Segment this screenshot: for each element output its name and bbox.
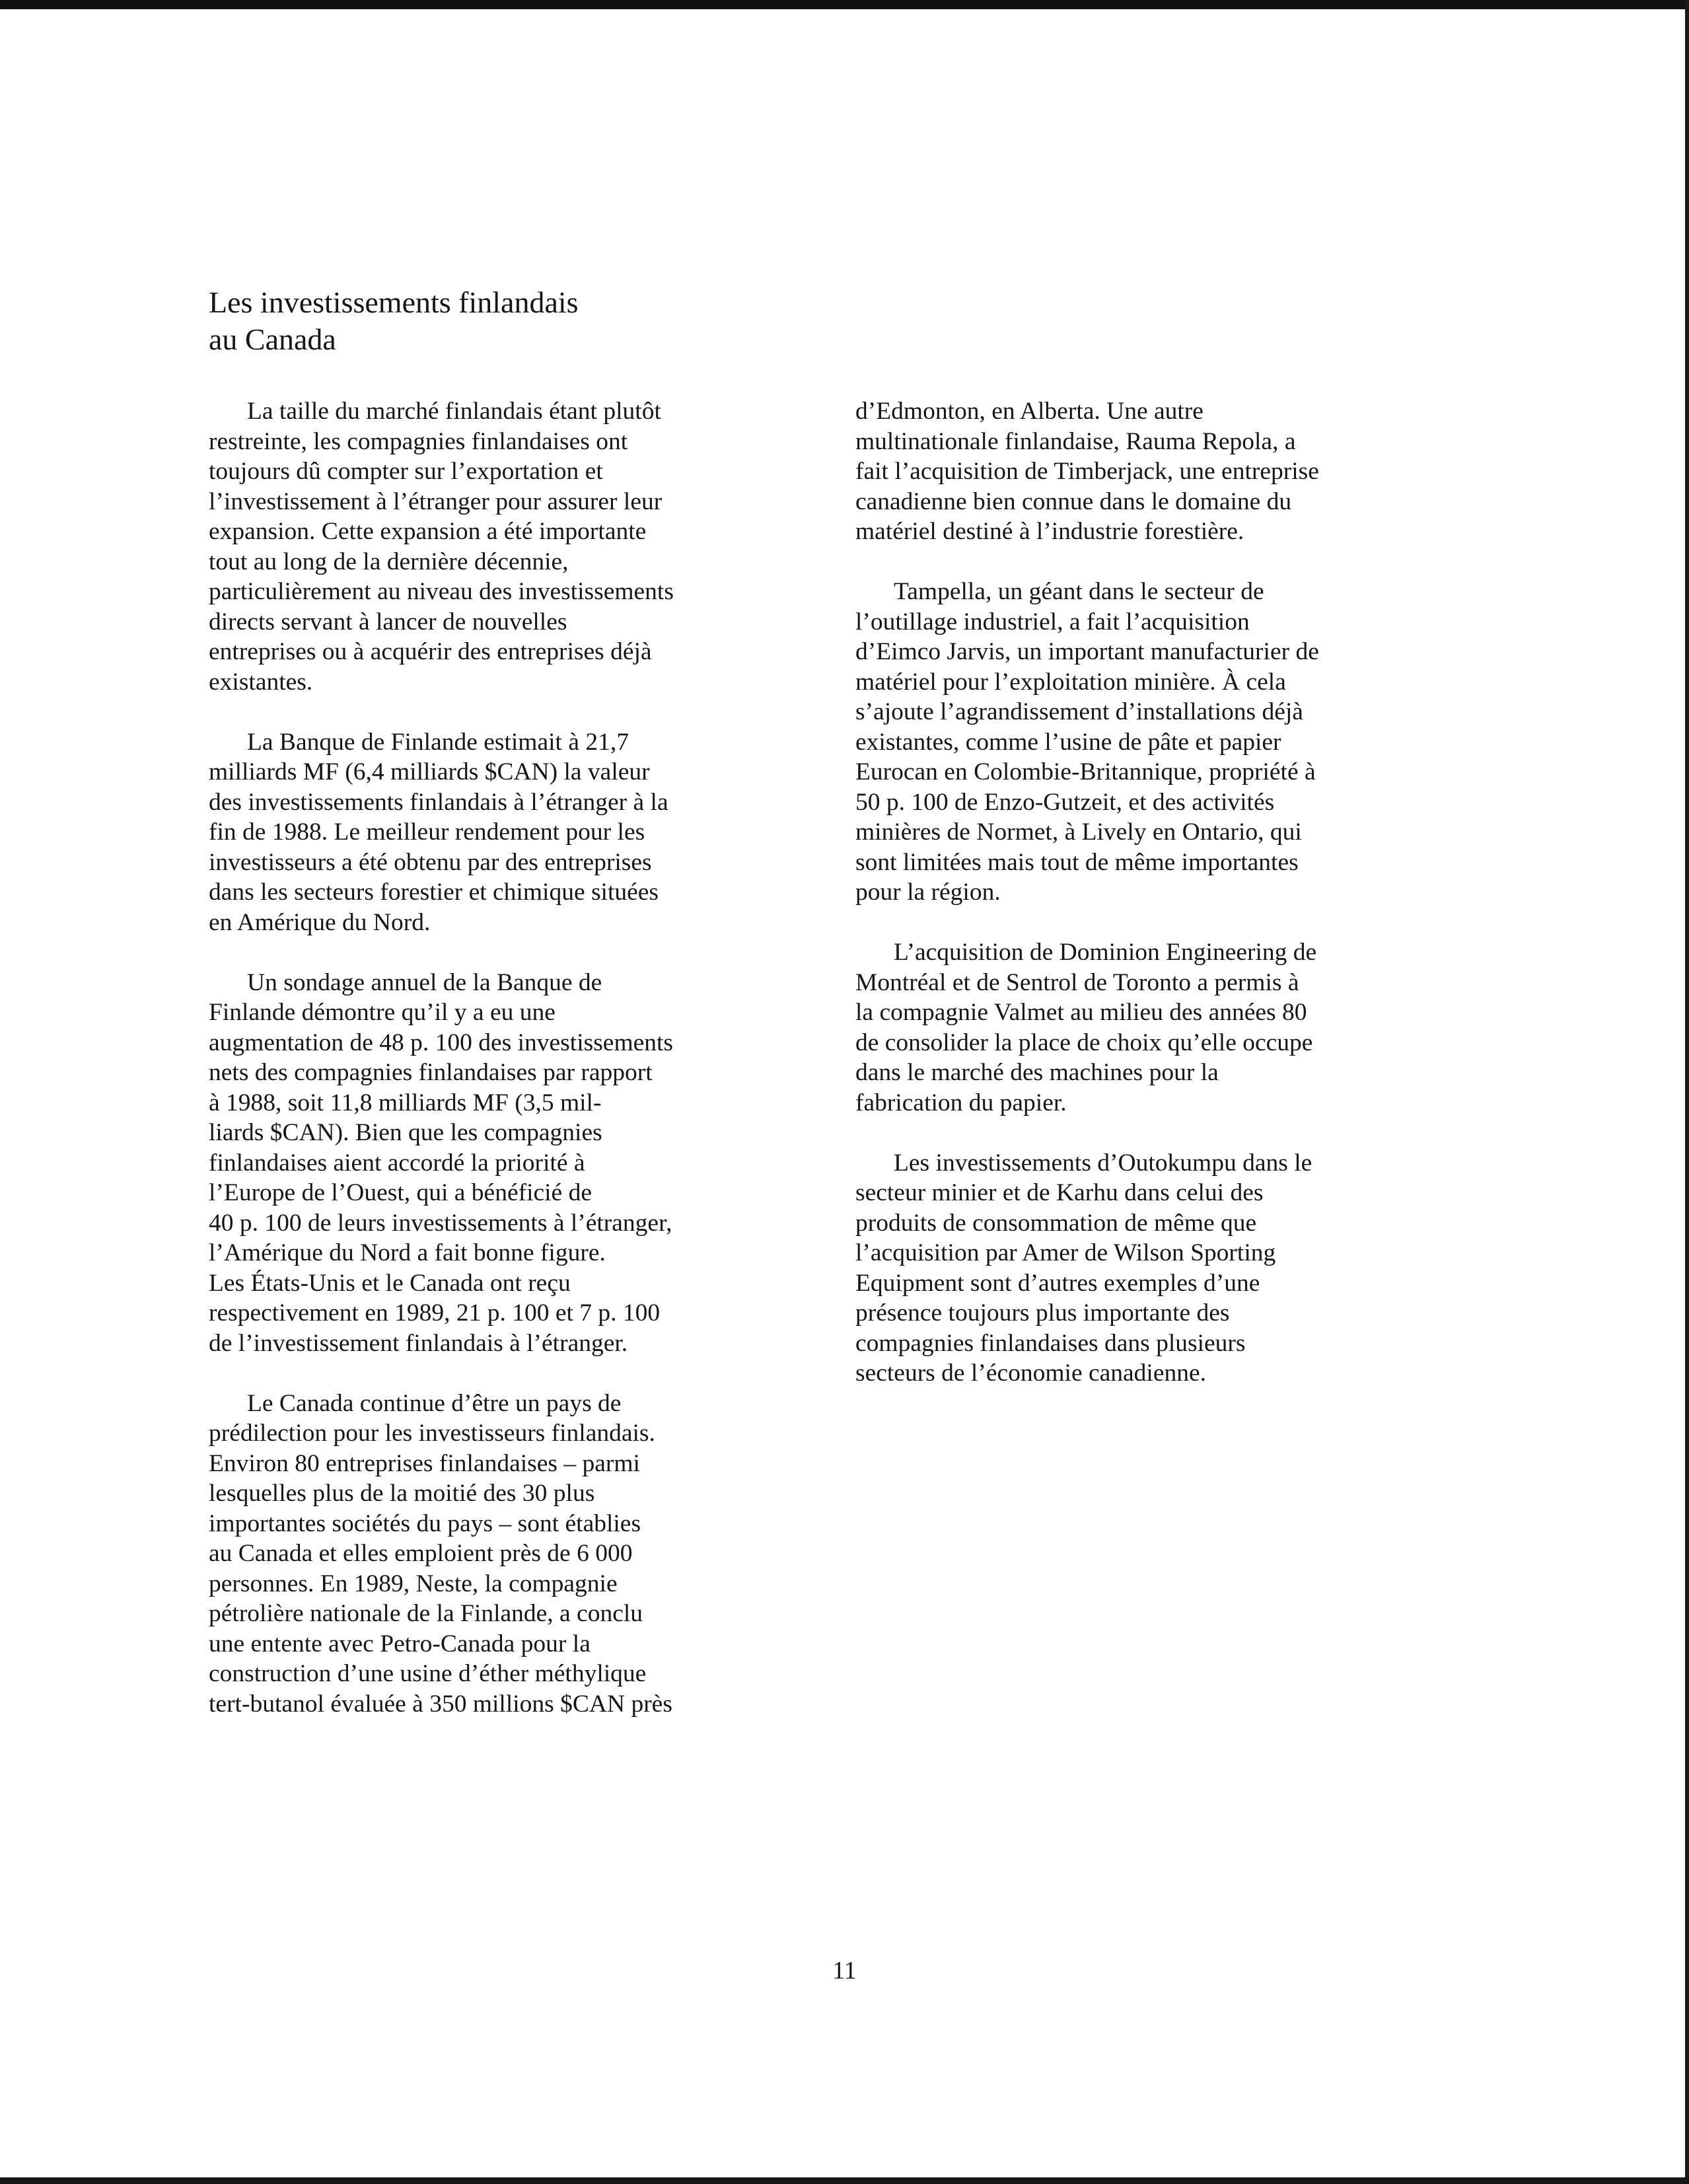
text-line: L’acquisition de Dominion Engineering de (894, 939, 1317, 966)
text-line: la compagnie Valmet au milieu des années 80 (855, 999, 1307, 1026)
text-line: compagnies finlandaises dans plusieurs (855, 1329, 1246, 1357)
text-line: particulièrement au niveau des investissements (209, 578, 674, 605)
text-line: Equipment sont d’autres exemples d’une (855, 1269, 1260, 1297)
text-line: 50 p. 100 de Enzo-Gutzeit, et des activités (855, 788, 1275, 816)
section-title-line: au Canada (209, 322, 336, 356)
text-line: matériel pour l’exploitation minière. À cela (855, 668, 1286, 696)
text-line: existantes. (209, 668, 313, 696)
right-column (855, 396, 1437, 1418)
text-line: personnes. En 1989, Neste, la compagnie (209, 1570, 618, 1597)
text-line: respectivement en 1989, 21 p. 100 et 7 p. 100 (209, 1299, 661, 1327)
text-line: pétrolière nationale de la Finlande, a conclu (209, 1600, 643, 1627)
text-line: l’outillage industriel, a fait l’acquisition (855, 608, 1250, 636)
text-line: pour la région. (855, 879, 1001, 906)
text-line: construction d’une usine d’éther méthylique (209, 1660, 647, 1687)
text-line: liards $CAN). Bien que les compagnies (209, 1119, 602, 1146)
paragraph (209, 968, 777, 1359)
text-line: investisseurs a été obtenu par des entreprises (209, 848, 652, 876)
scan-border-top (0, 0, 1689, 9)
section-title (209, 284, 869, 358)
text-line: La taille du marché finlandais étant plutôt (247, 398, 661, 425)
text-line: 40 p. 100 de leurs investissements à l’étranger, (209, 1209, 672, 1237)
text-line: existantes, comme l’usine de pâte et papier (855, 728, 1281, 756)
text-line: dans les secteurs forestier et chimique situées (209, 879, 659, 906)
text-line: prédilection pour les investisseurs finlandais. (209, 1420, 655, 1447)
text-line: Eurocan en Colombie-Britannique, propriété à (855, 758, 1316, 785)
text-line: Le Canada continue d’être un pays de (247, 1389, 622, 1417)
text-line: en Amérique du Nord. (209, 908, 431, 936)
text-line: au Canada et elles emploient près de 6 000 (209, 1540, 633, 1567)
text-line: augmentation de 48 p. 100 des investissements (209, 1029, 674, 1056)
text-line: nets des compagnies finlandaises par rapport (209, 1059, 653, 1086)
text-line: dans le marché des machines pour la (855, 1059, 1219, 1086)
text-line: sont limitées mais tout de même importantes (855, 848, 1299, 876)
text-line: de l’investissement finlandais à l’étranger. (209, 1329, 628, 1357)
text-line: l’Europe de l’Ouest, qui a bénéficié de (209, 1179, 592, 1206)
text-line: Les investissements d’Outokumpu dans le (894, 1149, 1312, 1177)
paragraph (855, 1148, 1437, 1389)
paragraph (855, 937, 1437, 1118)
text-line: tout au long de la dernière décennie, (209, 548, 569, 575)
text-line: milliards MF (6,4 milliards $CAN) la valeur (209, 758, 650, 785)
text-line: entreprises ou à acquérir des entreprises déjà (209, 638, 652, 665)
text-line: produits de consommation de même que (855, 1209, 1257, 1237)
text-line: directs servant à lancer de nouvelles (209, 608, 567, 636)
text-line: des investissements finlandais à l’étranger à la (209, 788, 668, 816)
text-line: secteur minier et de Karhu dans celui des (855, 1179, 1264, 1206)
text-line: d’Edmonton, en Alberta. Une autre (855, 398, 1204, 425)
left-column (209, 396, 777, 1749)
text-line: Un sondage annuel de la Banque de (247, 968, 602, 996)
text-line: à 1988, soit 11,8 milliards MF (3,5 mil- (209, 1089, 602, 1116)
text-line: multinationale finlandaise, Rauma Repola, a (855, 427, 1296, 455)
text-line: restreinte, les compagnies finlandaises ont (209, 427, 628, 455)
text-line: de consolider la place de choix qu’elle occupe (855, 1029, 1313, 1056)
text-line: fait l’acquisition de Timberjack, une entreprise (855, 458, 1319, 485)
page-number: 11 (832, 1957, 857, 1984)
paragraph (209, 1389, 777, 1720)
text-line: une entente avec Petro-Canada pour la (209, 1630, 591, 1657)
text-line: La Banque de Finlande estimait à 21,7 (247, 728, 629, 756)
text-line: Les États-Unis et le Canada ont reçu (209, 1269, 571, 1297)
scan-border-bottom (0, 2177, 1689, 2184)
text-line: fin de 1988. Le meilleur rendement pour les (209, 819, 645, 846)
paragraph (855, 396, 1437, 547)
text-line: lesquelles plus de la moitié des 30 plus (209, 1480, 595, 1507)
text-line: Tampella, un géant dans le secteur de (894, 578, 1264, 605)
text-line: secteurs de l’économie canadienne. (855, 1360, 1206, 1387)
text-line: l’acquisition par Amer de Wilson Sporting (855, 1239, 1276, 1266)
text-line: tert-butanol évaluée à 350 millions $CAN près (209, 1690, 672, 1718)
text-line: Montréal et de Sentrol de Toronto a permis à (855, 968, 1299, 996)
text-line: expansion. Cette expansion a été importante (209, 518, 647, 545)
scan-border-right (1685, 0, 1689, 2184)
paragraph (209, 727, 777, 938)
section-title-line: Les investissements finlandais (209, 285, 579, 319)
paragraph (209, 396, 777, 697)
text-line: toujours dû compter sur l’exportation et (209, 458, 603, 485)
text-line: fabrication du papier. (855, 1089, 1067, 1116)
text-line: canadienne bien connue dans le domaine du (855, 488, 1292, 515)
text-line: présence toujours plus importante des (855, 1299, 1230, 1327)
text-line: Finlande démontre qu’il y a eu une (209, 999, 556, 1026)
text-line: d’Eimco Jarvis, un important manufacturier de (855, 638, 1319, 665)
paragraph (855, 577, 1437, 908)
text-line: l’investissement à l’étranger pour assurer leur (209, 488, 663, 515)
text-line: Environ 80 entreprises finlandaises – parmi (209, 1449, 640, 1477)
text-line: finlandaises aient accordé la priorité à (209, 1149, 585, 1177)
text-line: l’Amérique du Nord a fait bonne figure. (209, 1239, 606, 1266)
text-line: importantes sociétés du pays – sont établies (209, 1510, 641, 1537)
text-line: minières de Normet, à Lively en Ontario, qui (855, 819, 1302, 846)
text-line: s’ajoute l’agrandissement d’installations déjà (855, 698, 1303, 725)
text-line: matériel destiné à l’industrie forestière. (855, 518, 1244, 545)
